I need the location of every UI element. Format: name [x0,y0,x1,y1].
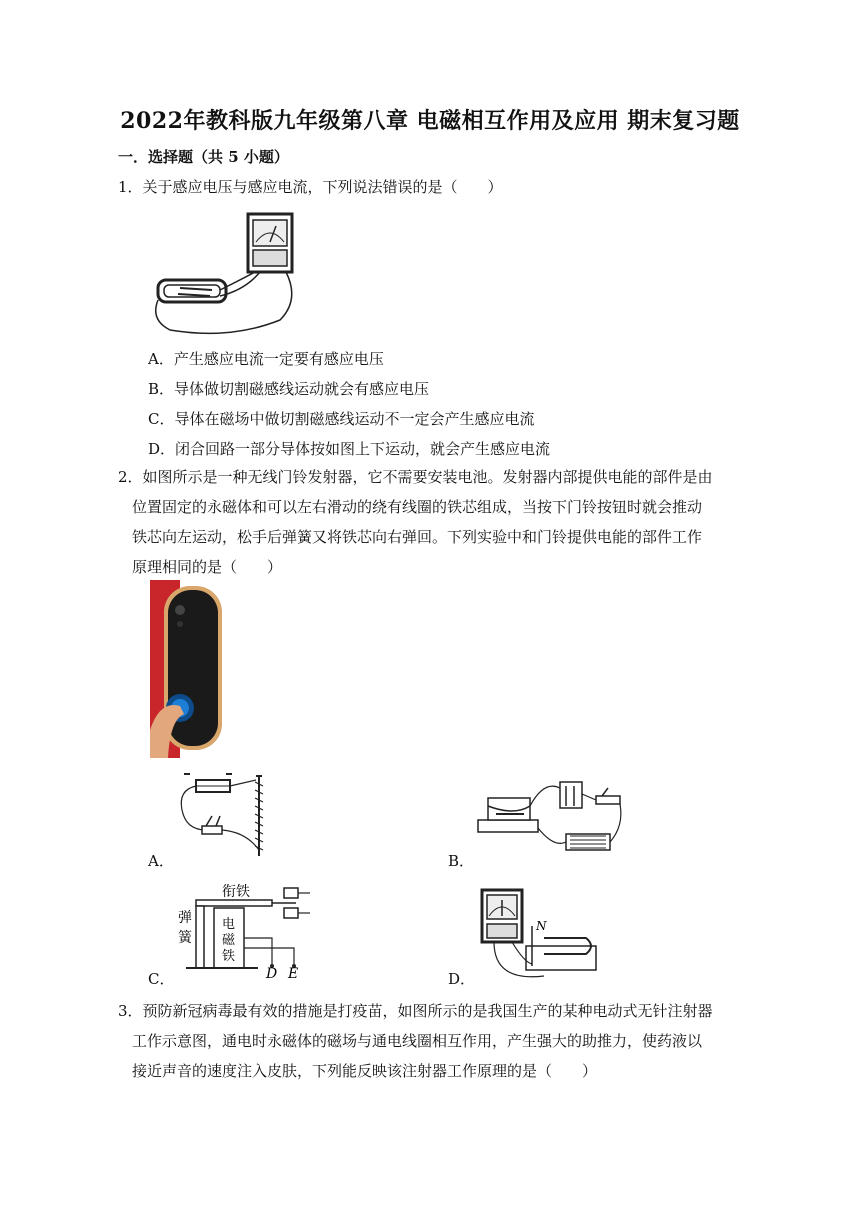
doorbell-figure [150,580,224,758]
question-2-stem-line-2: 位置固定的永磁体和可以左右滑动的绕有线圈的铁芯组成，当按下门铃按钮时就会推动 [132,498,703,516]
question-1-number: 1． [118,178,143,196]
question-1-option-d: D．闭合回路一部分导体按如图上下运动，就会产生感应电流 [148,440,551,458]
figure-c-armature-label: 衔铁 [222,884,250,900]
figure-c-terminal-e: E [288,966,299,978]
question-2-option-d-label: D． [448,970,476,988]
question-2 [118,462,738,582]
question-2-figure-a [176,770,276,860]
question-1 [118,172,738,202]
question-2-number: 2． [118,468,143,486]
question-2-stem-line-3: 铁芯向左运动，松手后弹簧又将铁芯向右弹回。下列实验中和门铃提供电能的部件工作 [132,528,703,546]
figure-c-terminal-d: D [266,966,278,978]
question-1-option-c: C．导体在磁场中做切割磁感线运动不一定会产生感应电流 [148,410,535,428]
question-1-option-b: B．导体做切割磁感线运动就会有感应电压 [148,380,430,398]
question-2-figure-b [474,776,634,860]
question-3 [118,996,738,1086]
page-title: 2022年教科版九年级第八章 电磁相互作用及应用 期末复习题 [120,108,740,134]
question-3-number: 3． [118,1002,143,1020]
question-2-option-b-label: B． [448,852,475,870]
question-3-stem-line-2: 工作示意图，通电时永磁体的磁场与通电线圈相互作用，产生强大的助推力，使药液以 [132,1032,703,1050]
question-2-stem-line-1: 如图所示是一种无线门铃发射器，它不需要安装电池。发射器内部提供电能的部件是由 [142,468,713,486]
question-2-option-c-label: C． [148,970,175,988]
question-2-stem-line-4: 原理相同的是（ ） [132,558,283,576]
figure-c-electromagnet-label-3: 铁 [222,949,236,964]
figure-c-electromagnet-label-1: 电 [222,917,236,932]
question-1-figure [150,210,300,338]
question-3-stem-line-1: 预防新冠病毒最有效的措施是打疫苗，如图所示的是我国生产的某种电动式无针注射器 [142,1002,713,1020]
question-2-figure-d [474,886,604,982]
figure-d-n-label: N [536,919,547,933]
figure-c-electromagnet-label-2: 磁 [222,933,236,948]
question-1-option-a: A．产生感应电流一定要有感应电压 [148,350,384,368]
section-heading: 一．选择题（共 5 小题） [118,148,289,166]
question-1-stem: 关于感应电压与感应电流，下列说法错误的是（ ） [142,178,503,196]
question-3-stem-line-3: 接近声音的速度注入皮肤，下列能反映该注射器工作原理的是（ ） [132,1062,598,1080]
figure-c-spring-label-1: 弹 [178,910,192,926]
question-2-option-a-label: A． [148,852,174,870]
figure-c-spring-label-2: 簧 [178,930,192,946]
question-2-figure-c [176,878,316,978]
